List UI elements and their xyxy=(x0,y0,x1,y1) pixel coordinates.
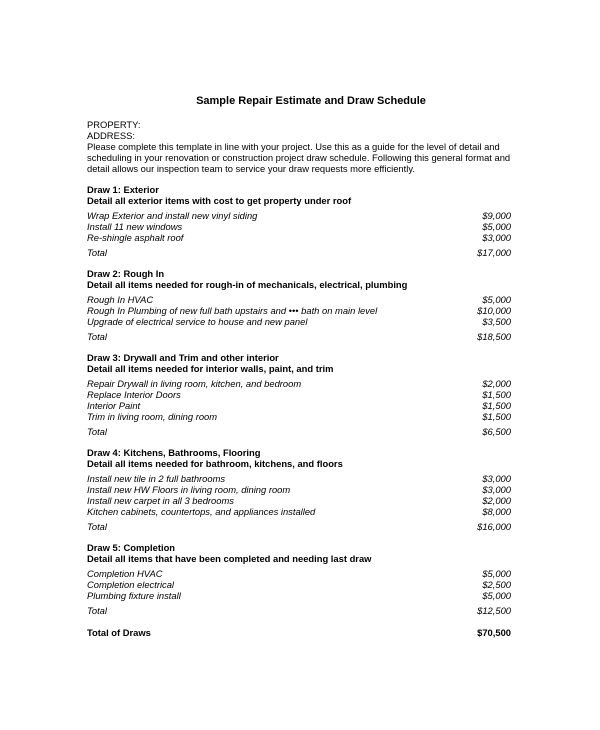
item-description: Upgrade of electrical service to house and new panel xyxy=(87,316,308,327)
draw-heading: Draw 5: Completion xyxy=(87,542,176,553)
draw-total-row xyxy=(87,605,511,616)
draw-detail: Detail all items needed for rough-in of mechanicals, electrical, plumbing xyxy=(87,279,408,290)
total-value: $6,500 xyxy=(482,426,511,437)
total-value: $16,000 xyxy=(477,521,511,532)
item-cost: $2,500 xyxy=(482,579,511,590)
item-cost: $9,000 xyxy=(482,210,511,221)
line-item xyxy=(87,495,511,506)
address-label: ADDRESS: xyxy=(87,130,135,141)
item-description: Rough In HVAC xyxy=(87,294,154,305)
line-item xyxy=(87,305,511,316)
total-value: $12,500 xyxy=(477,605,511,616)
draw-total-row xyxy=(87,521,511,532)
draw-detail: Detail all items needed for bathroom, kitchens, and floors xyxy=(87,458,343,469)
item-cost: $5,000 xyxy=(482,590,511,601)
item-description: Install 11 new windows xyxy=(87,221,183,232)
total-value: $17,000 xyxy=(477,247,511,258)
draw-heading: Draw 4: Kitchens, Bathrooms, Flooring xyxy=(87,447,261,458)
line-item xyxy=(87,316,511,327)
item-cost: $8,000 xyxy=(482,506,511,517)
item-description: Install new HW Floors in living room, dining room xyxy=(87,484,291,495)
total-label: Total xyxy=(87,331,107,342)
line-item xyxy=(87,506,511,517)
item-cost: $3,000 xyxy=(482,484,511,495)
item-description: Re-shingle asphalt roof xyxy=(87,232,184,243)
item-cost: $1,500 xyxy=(482,389,511,400)
total-value: $18,500 xyxy=(477,331,511,342)
line-item xyxy=(87,568,511,579)
item-cost: $1,500 xyxy=(482,411,511,422)
line-item xyxy=(87,389,511,400)
item-description: Plumbing fixture install xyxy=(87,590,181,601)
draw-section xyxy=(87,184,511,258)
item-description: Install new carpet in all 3 bedrooms xyxy=(87,495,234,506)
line-item xyxy=(87,411,511,422)
line-item xyxy=(87,484,511,495)
page-title: Sample Repair Estimate and Draw Schedule xyxy=(196,95,426,107)
item-description: Trim in living room, dining room xyxy=(87,411,218,422)
document-content xyxy=(87,119,511,638)
line-item xyxy=(87,232,511,243)
intro-line: scheduling in your renovation or construction project draw schedule. Following this general format and xyxy=(87,152,511,163)
draw-heading: Draw 2: Rough In xyxy=(87,268,165,279)
line-item xyxy=(87,579,511,590)
total-label: Total xyxy=(87,605,107,616)
intro-line: Please complete this template in line with your project. Use this as a guide for the level of detail and xyxy=(87,141,500,152)
item-cost: $2,000 xyxy=(482,495,511,506)
item-cost: $5,000 xyxy=(482,221,511,232)
item-description: Completion HVAC xyxy=(87,568,163,579)
item-description: Completion electrical xyxy=(87,579,175,590)
draw-total-row xyxy=(87,247,511,258)
item-description: Kitchen cabinets, countertops, and appliances installed xyxy=(87,506,316,517)
draw-section xyxy=(87,352,511,437)
draw-section xyxy=(87,268,511,342)
line-item xyxy=(87,378,511,389)
line-item xyxy=(87,210,511,221)
item-description: Replace Interior Doors xyxy=(87,389,181,400)
item-cost: $3,500 xyxy=(482,316,511,327)
line-item xyxy=(87,221,511,232)
draw-section xyxy=(87,447,511,532)
property-label: PROPERTY: xyxy=(87,119,141,130)
grand-total-value: $70,500 xyxy=(477,627,511,638)
intro-block xyxy=(87,119,511,174)
item-description: Interior Paint xyxy=(87,400,141,411)
total-label: Total xyxy=(87,247,107,258)
grand-total-row xyxy=(87,627,511,638)
draw-total-row xyxy=(87,331,511,342)
draw-detail: Detail all items that have been completed and needing last draw xyxy=(87,553,372,564)
line-item xyxy=(87,590,511,601)
item-cost: $2,000 xyxy=(482,378,511,389)
item-description: Install new tile in 2 full bathrooms xyxy=(87,473,226,484)
item-cost: $3,000 xyxy=(482,473,511,484)
total-label: Total xyxy=(87,426,107,437)
draw-detail: Detail all exterior items with cost to get property under roof xyxy=(87,195,352,206)
draw-section xyxy=(87,542,511,616)
intro-line: detail allows our inspection team to service your draw requests more efficiently. xyxy=(87,163,415,174)
item-cost: $5,000 xyxy=(482,568,511,579)
item-cost: $1,500 xyxy=(482,400,511,411)
item-cost: $3,000 xyxy=(482,232,511,243)
draw-total-row xyxy=(87,426,511,437)
item-description: Repair Drywall in living room, kitchen, and bedroom xyxy=(87,378,302,389)
line-item xyxy=(87,294,511,305)
grand-total-label: Total of Draws xyxy=(87,627,151,638)
line-item xyxy=(87,473,511,484)
item-description: Wrap Exterior and install new vinyl siding xyxy=(87,210,258,221)
item-description: Rough In Plumbing of new full bath upstairs and ••• bath on main level xyxy=(87,305,378,316)
draw-heading: Draw 1: Exterior xyxy=(87,184,159,195)
item-cost: $5,000 xyxy=(482,294,511,305)
draw-heading: Draw 3: Drywall and Trim and other interior xyxy=(87,352,279,363)
line-item xyxy=(87,400,511,411)
draw-detail: Detail all items needed for interior walls, paint, and trim xyxy=(87,363,334,374)
total-label: Total xyxy=(87,521,107,532)
item-cost: $10,000 xyxy=(477,305,511,316)
